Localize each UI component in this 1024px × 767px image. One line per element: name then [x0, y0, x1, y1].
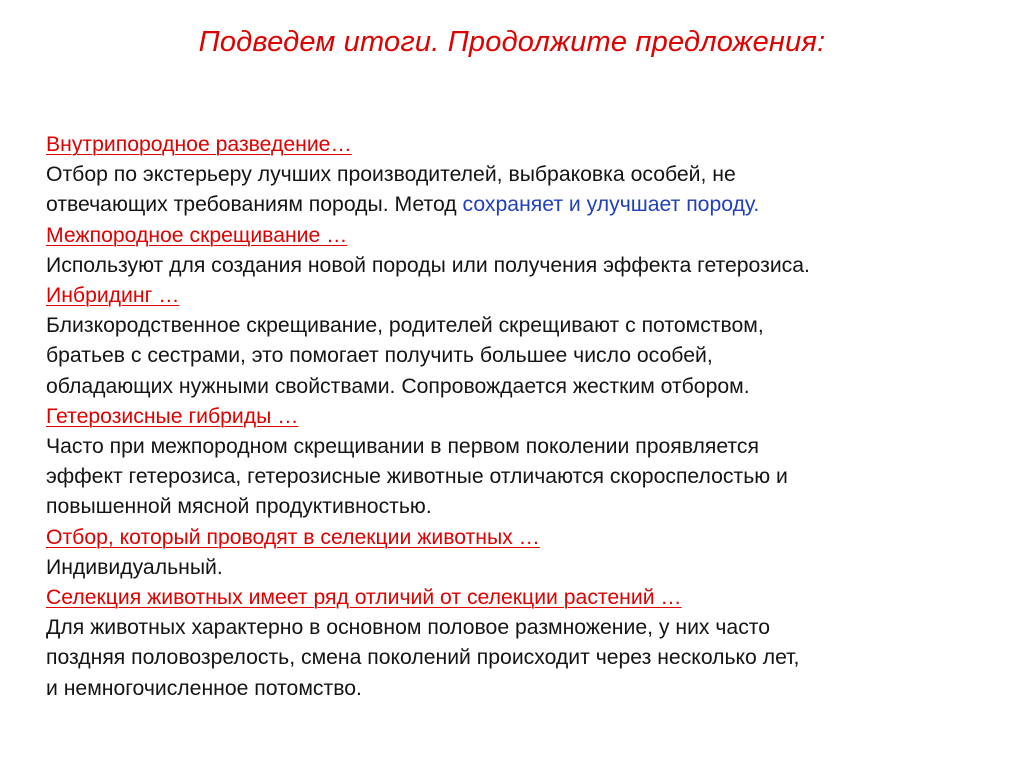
answer-line: Индивидуальный. [46, 555, 223, 579]
answer-line: повышенной мясной продуктивностью. [46, 495, 432, 519]
answer-highlight: сохраняет и улучшает породу [462, 193, 754, 217]
question-selection-type: Отбор, который проводят в селекции животных … [46, 525, 540, 549]
answer-line: поздняя половозрелость, смена поколений происходит через несколько лет, [46, 646, 800, 670]
question-inbreeding: Инбридинг … [46, 284, 180, 308]
question-animal-vs-plant: Селекция животных имеет ряд отличий от селекции растений … [46, 586, 682, 610]
question-crossbreeding: Межпородное скрещивание … [46, 223, 348, 247]
answer-line: эффект гетерозиса, гетерозисные животные отличаются скороспелостью и [46, 465, 788, 489]
answer-highlight-period: . [753, 193, 760, 217]
answer-line: Часто при межпородном скрещивании в первом поколении проявляется [46, 435, 759, 459]
slide-content [46, 130, 986, 704]
answer-line-mixed [46, 190, 986, 220]
answer-line: Близкородственное скрещивание, родителей скрещивают с потомством, [46, 314, 764, 338]
answer-line: Отбор по экстерьеру лучших производителей, выбраковка особей, не [46, 163, 736, 187]
question-inbreed-within: Внутрипородное разведение… [46, 133, 352, 156]
answer-line: Используют для создания новой породы или получения эффекта гетерозиса. [46, 253, 810, 277]
question-heterosis-hybrids: Гетерозисные гибриды … [46, 404, 299, 428]
answer-line: обладающих нужными свойствами. Сопровождается жестким отбором. [46, 374, 750, 398]
answer-line: Для животных характерно в основном половое размножение, у них часто [46, 616, 771, 640]
answer-text: отвечающих требованиям породы. Метод [46, 193, 463, 217]
answer-line: и немногочисленное потомство. [46, 676, 362, 700]
answer-line: братьев с сестрами, это помогает получить большее число особей, [46, 344, 713, 368]
slide-title: Подведем итоги. Продолжите предложения: [198, 26, 826, 58]
